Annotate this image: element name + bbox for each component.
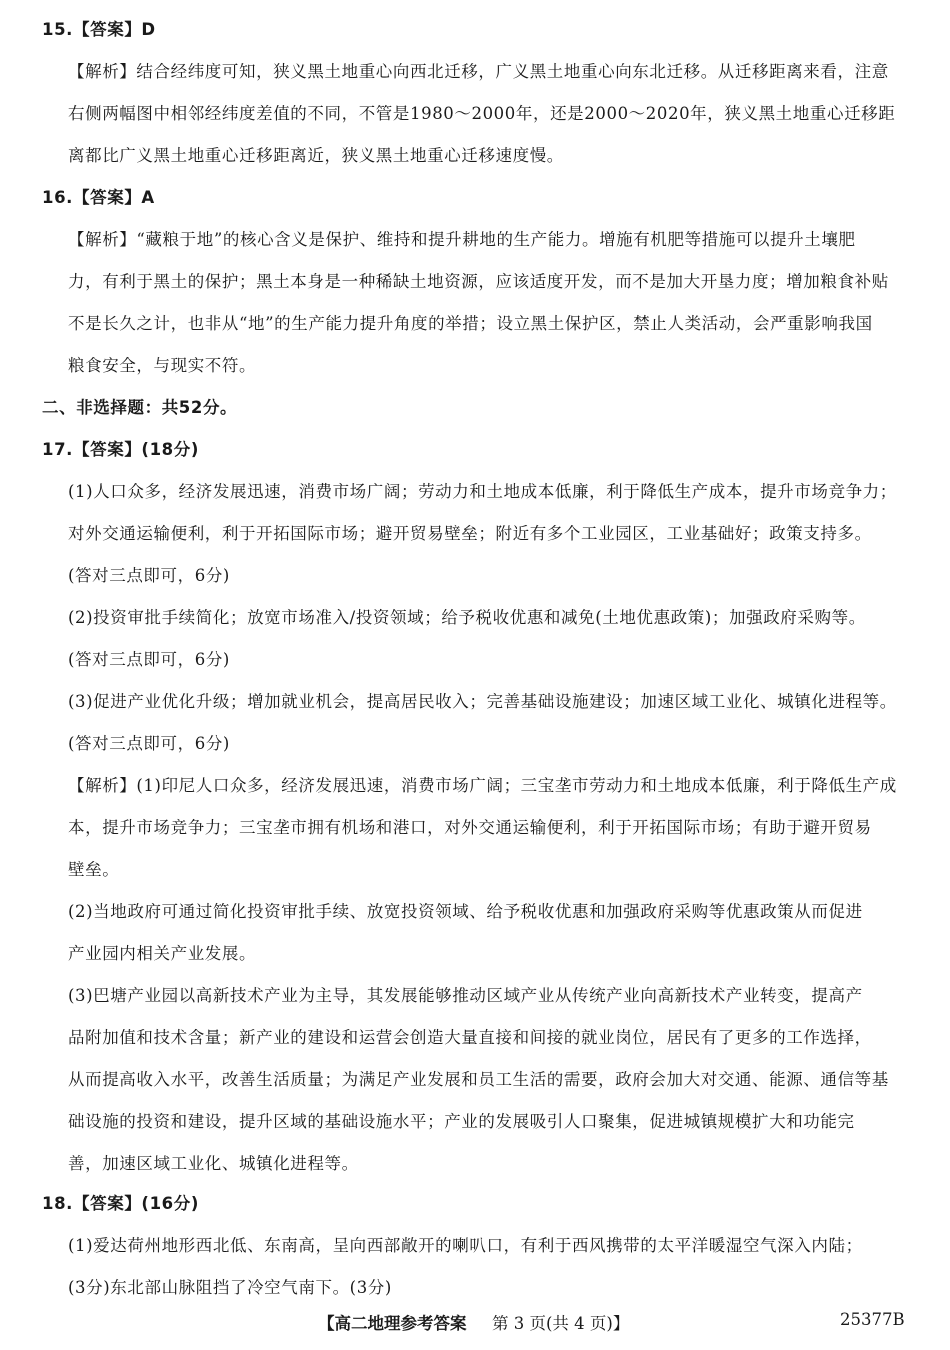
q17-answer-line: (1)人口众多，经济发展迅速，消费市场广阔；劳动力和土地成本低廉，利于降低生产成本，提升市场竞争力； <box>68 482 897 501</box>
q17-analysis-line: 从而提高收入水平，改善生活质量；为满足产业发展和员工生活的需要，政府会加大对交通、能源、通信等基 <box>68 1070 889 1089</box>
q18-answer: 18.【答案】(16分) <box>42 1194 199 1213</box>
q17-analysis-line: 础设施的投资和建设，提升区域的基础设施水平；产业的发展吸引人口聚集，促进城镇规模扩大和功能完 <box>68 1112 855 1131</box>
q17-answer-line: (答对三点即可，6分) <box>68 734 230 753</box>
q17-answer-line: 对外交通运输便利，利于开拓国际市场；避开贸易壁垒；附近有多个工业园区，工业基础好；政策支持多。 <box>68 524 872 543</box>
q17-answer-line: (答对三点即可，6分) <box>68 566 230 585</box>
q17-analysis-line: 品附加值和技术含量；新产业的建设和运营会创造大量直接和间接的就业岗位，居民有了更多的工作选择， <box>68 1028 872 1047</box>
section-heading: 二、非选择题：共52分。 <box>42 398 238 417</box>
q17-analysis-line: 本，提升市场竞争力；三宝垄市拥有机场和港口，对外交通运输便利，利于开拓国际市场；有助于避开贸易 <box>68 818 872 837</box>
q17-analysis-line: (3)巴塘产业园以高新技术产业为主导，其发展能够推动区域产业从传统产业向高新技术产业转变，提高产 <box>68 986 863 1005</box>
q15-analysis-line: 【解析】结合经纬度可知，狭义黑土地重心向西北迁移，广义黑土地重心向东北迁移。从迁移距离来看，注意 <box>68 62 889 81</box>
q16-analysis-line: 【解析】“藏粮于地”的核心含义是保护、维持和提升耕地的生产能力。增施有机肥等措施可以提升土壤肥 <box>68 230 856 249</box>
q17-answer-line: (2)投资审批手续简化；放宽市场准入/投资领域；给予税收优惠和减免(土地优惠政策)；加强政府采购等。 <box>68 608 866 627</box>
q16-analysis-line: 粮食安全，与现实不符。 <box>68 356 257 375</box>
q15-analysis-line: 离都比广义黑土地重心迁移距离近，狭义黑土地重心迁移速度慢。 <box>68 146 564 165</box>
footer-page-number: 第 3 页(共 4 页)】 <box>492 1314 630 1333</box>
q16-analysis-line: 不是长久之计，也非从“地”的生产能力提升角度的举措；设立黑土保护区，禁止人类活动，会严重影响我国 <box>68 314 873 333</box>
footer-code: 25377B <box>840 1310 905 1329</box>
q17-analysis-line: 【解析】(1)印尼人口众多，经济发展迅速，消费市场广阔；三宝垄市劳动力和土地成本低廉，利于降低生产成 <box>68 776 897 795</box>
q17-analysis-line: 善，加速区域工业化、城镇化进程等。 <box>68 1154 359 1173</box>
q17-analysis-line: 产业园内相关产业发展。 <box>68 944 257 963</box>
q15-analysis-line: 右侧两幅图中相邻经纬度差值的不同，不管是1980～2000年，还是2000～2020年，狭义黑土地重心迁移距 <box>68 104 896 123</box>
q16-analysis-line: 力，有利于黑土的保护；黑土本身是一种稀缺土地资源，应该适度开发，而不是加大开垦力度；增加粮食补贴 <box>68 272 889 291</box>
footer-title: 【高二地理参考答案 <box>318 1314 467 1333</box>
q17-answer-line: (3)促进产业优化升级；增加就业机会，提高居民收入；完善基础设施建设；加速区域工业化、城镇化进程等。 <box>68 692 897 711</box>
q15-answer: 15.【答案】D <box>42 20 156 39</box>
q16-answer: 16.【答案】A <box>42 188 155 207</box>
q17-analysis-line: 壁垒。 <box>68 860 120 879</box>
q18-answer-line: (3分)东北部山脉阻挡了冷空气南下。(3分) <box>68 1278 392 1297</box>
q17-analysis-line: (2)当地政府可通过简化投资审批手续、放宽投资领域、给予税收优惠和加强政府采购等优惠政策从而促进 <box>68 902 863 921</box>
q17-answer: 17.【答案】(18分) <box>42 440 199 459</box>
q18-answer-line: (1)爱达荷州地形西北低、东南高，呈向西部敞开的喇叭口，有利于西风携带的太平洋暖湿空气深入内陆； <box>68 1236 863 1255</box>
q17-answer-line: (答对三点即可，6分) <box>68 650 230 669</box>
